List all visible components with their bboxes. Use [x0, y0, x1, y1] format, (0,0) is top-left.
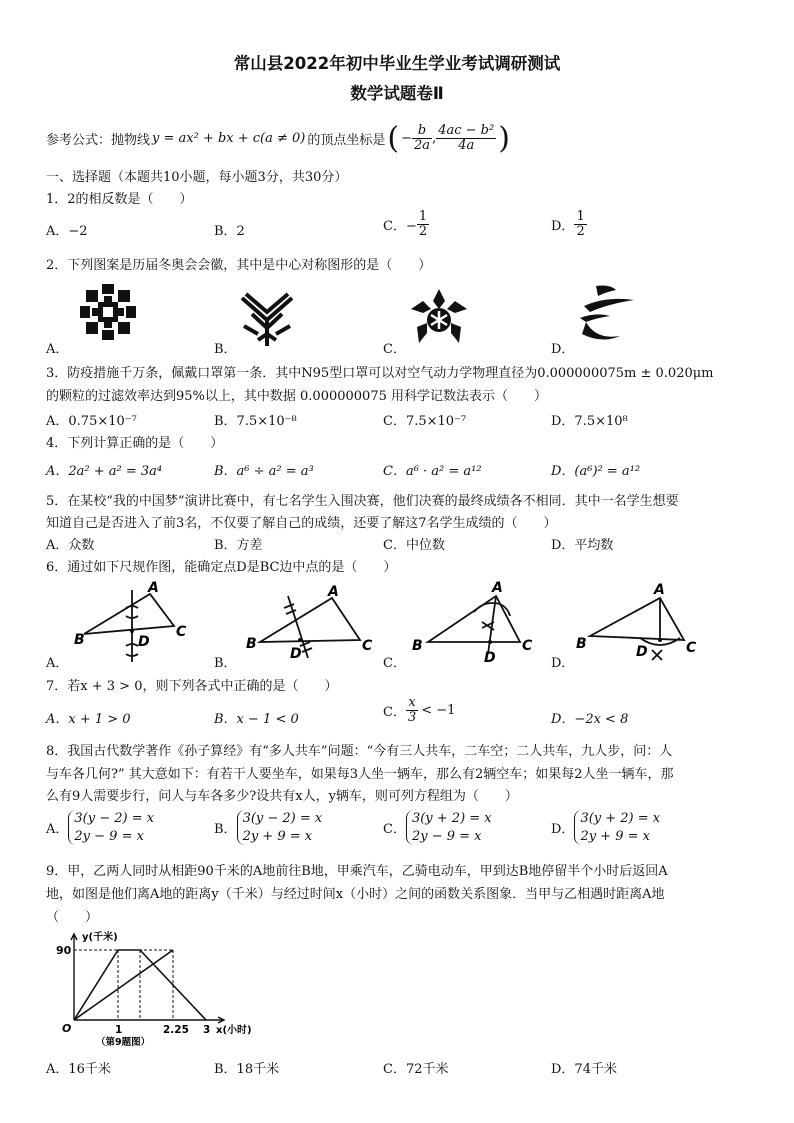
q8-b-eq1: 3(y − 2) = x [242, 811, 323, 826]
q8-line3: 么有9人需要步行，问人与车各多少?设共有x人，y辆车，则可列方程组为（ ） [46, 789, 518, 804]
formula-neg: − [401, 130, 413, 146]
formula-den1: 2a [414, 137, 431, 153]
q8-d-label: D． [551, 822, 575, 838]
q8-option-c [383, 810, 492, 845]
formula-den2: 4a [458, 137, 475, 153]
q8-a-eq2: 2y − 9 = x [74, 828, 144, 844]
q6a-label-c: C [176, 624, 187, 640]
q2-option-c: C． [383, 342, 406, 357]
q9-option-b: B．18千米 [214, 1062, 280, 1077]
x-tick-label-2: 2.25 [163, 1024, 189, 1036]
q8-b-label: B． [214, 822, 237, 838]
x-tick-label-1: 1 [115, 1024, 123, 1036]
chart-title: （第9题图） [96, 1037, 151, 1048]
q6d-label-d: D [636, 644, 648, 660]
q6-figure-d [574, 578, 714, 664]
q9-option-d: D．74千米 [551, 1062, 617, 1077]
q4-option-a: A．2a² + a² = 3a⁴ [46, 464, 163, 479]
q1-c-num: 1 [418, 209, 428, 224]
q1-option-b: B．2 [214, 224, 245, 239]
q6-option-c: C． [383, 656, 406, 671]
q6d-label-a: A [654, 582, 665, 598]
q8-line2: 与车各几何?” 其大意如下：有若干人要坐车，如果每3人坐一辆车，那么有2辆空车；如果每2人坐一辆车，那 [46, 767, 674, 782]
q7-c-prefix: C． [383, 704, 406, 720]
q2-option-b: B． [214, 342, 237, 357]
reference-formula: 参考公式：抛物线 y = ax² + bx + c(a ≠ 0) 的顶点坐标是 ( − $\frac{b}{2a}$ , $\frac{\text{4ac − b²}}{4a}$ ) [46, 120, 510, 156]
q1-option-d [551, 210, 587, 238]
q8-line1: 8．我国古代数学著作《孙子算经》有“多人共车”问题：“今有三人共车，二车空；二人共车，九人步，问：人 [46, 744, 673, 759]
q7-option-c [383, 696, 455, 724]
q2-stem: 2．下列图案是历届冬奥会会徽，其中是中心对称图形的是（ ） [46, 258, 432, 273]
q6c-label-a: A [492, 580, 503, 596]
q8-option-a [46, 810, 154, 845]
q8-a-label: A． [46, 822, 69, 838]
q9-line2: 地，如图是他们离A地的距离y（千米）与经过时间x（小时）之间的函数关系图象．当甲与乙相遇时距离A地 [46, 887, 665, 902]
q1-d-den: 2 [576, 223, 585, 239]
q8-option-d [551, 810, 660, 845]
q1-stem: 1．2的相反数是（ ） [46, 192, 193, 207]
q4-option-d: D．(a⁶)² = a¹² [551, 464, 641, 479]
q6b-label-c: C [362, 638, 373, 654]
q9-line1: 9．甲，乙两人同时从相距90千米的A地前往B地，甲乘汽车，乙骑电动车，甲到达B地停留半个小时后返回A [46, 864, 668, 879]
q7-c-den: 3 [407, 709, 417, 725]
q9-chart [52, 928, 262, 1050]
q5-line1: 5．在某校“我的中国梦”演讲比赛中，有七名学生入围决赛，他们决赛的最终成绩各不相同．其中一名学生想要 [46, 494, 679, 509]
section-heading: 一、选择题（本题共10小题，每小题3分，共30分） [46, 170, 348, 185]
series-line-2 [74, 950, 173, 1020]
formula-mid: 的顶点坐标是 [307, 132, 386, 148]
q4-option-c: C．a⁶ · a² = a¹² [383, 464, 482, 479]
formula-prefix: 参考公式：抛物线 [46, 132, 151, 148]
q6a-label-b: B [74, 632, 85, 648]
q2-option-a: A． [46, 342, 69, 357]
q5-option-d: D．平均数 [551, 538, 614, 553]
y-tick-label-1: 90 [56, 944, 72, 957]
q6b-label-b: B [246, 636, 257, 652]
q5-line2: 知道自己是否进入了前3名，不仅要了解自己的成绩，还要了解这7名学生成绩的（ ） [46, 516, 557, 531]
q8-a-eq1: 3(y − 2) = x [74, 811, 155, 826]
q6a-label-d: D [138, 634, 150, 650]
q8-d-eq1: 3(y + 2) = x [580, 811, 661, 826]
q3-option-a: A．0.75×10⁻⁷ [46, 414, 137, 429]
q3-option-c: C．7.5×10⁻⁷ [383, 414, 467, 429]
q6c-label-d: D [484, 650, 496, 664]
q1-option-c [383, 210, 429, 238]
emblem-d-icon [576, 282, 636, 346]
q1-c-den: 2 [418, 223, 428, 239]
exam-title: 常山县2022年初中毕业生学业考试调研测试 [233, 54, 561, 73]
chart-xlabel: x(小时) [216, 1025, 252, 1036]
formula-comma: , [432, 130, 437, 146]
q1-c-prefix: C．− [383, 218, 417, 234]
formula-num1: b [412, 124, 432, 139]
q5-option-b: B．方差 [214, 538, 263, 553]
chart-ylabel: y(千米) [82, 932, 118, 943]
q7-stem: 7．若x + 3 > 0，则下列各式中正确的是（ ） [46, 679, 338, 694]
q8-c-eq1: 3(y + 2) = x [411, 811, 492, 826]
q3-line2: 的颗粒的过滤效率达到95%以上，其中数据 0.000000075 用科学记数法表示（ ） [46, 389, 548, 404]
q1-d-num: 1 [576, 209, 585, 224]
q6-figure-a [70, 578, 200, 664]
q3-option-d: D．7.5×10⁸ [551, 414, 628, 429]
q6b-label-a: A [328, 584, 339, 600]
q8-option-b [214, 810, 322, 845]
chart-origin: O [62, 1022, 72, 1035]
q5-option-a: A．众数 [46, 538, 95, 553]
q6-stem: 6．通过如下尺规作图，能确定点D是BC边中点的是（ ） [46, 560, 397, 575]
q6c-label-b: B [412, 638, 423, 654]
q6a-label-a: A [148, 580, 159, 596]
q6-figure-b [240, 582, 380, 662]
emblem-a-icon [78, 282, 138, 342]
q7-option-a: A．x + 1 > 0 [46, 712, 131, 727]
q7-c-num: x [406, 696, 418, 711]
q7-c-post: < −1 [421, 702, 456, 718]
q3-line1: 3．防疫措施千万条，佩戴口罩第一条．其中N95型口罩可以对空气动力学物理直径为0.000000075m ± 0.020μm [46, 366, 714, 381]
q4-stem: 4．下列计算正确的是（ ） [46, 436, 224, 451]
q6d-label-b: B [576, 636, 587, 652]
emblem-c-icon [407, 287, 471, 349]
q6-option-d: D． [551, 656, 575, 671]
q1-option-a: A．−2 [46, 224, 88, 239]
q6b-label-d: D [290, 646, 302, 662]
q7-option-b: B．x − 1 < 0 [214, 712, 299, 727]
x-tick-label-3: 3 [203, 1024, 211, 1036]
q7-option-d: D．−2x < 8 [551, 712, 629, 727]
q8-c-label: C． [383, 822, 406, 838]
q8-d-eq2: 2y + 9 = x [580, 828, 650, 844]
q8-c-eq2: 2y − 9 = x [411, 828, 482, 844]
q6d-label-c: C [686, 640, 697, 656]
q1-d-prefix: D． [551, 218, 575, 234]
q6c-label-c: C [522, 638, 533, 654]
q4-option-b: B．a⁶ ÷ a² = a³ [214, 464, 314, 479]
q6-option-b: B． [214, 656, 237, 671]
q6-figure-c [408, 578, 548, 664]
q6-option-a: A． [46, 656, 69, 671]
q9-option-a: A．16千米 [46, 1062, 111, 1077]
q3-option-b: B．7.5×10⁻⁸ [214, 414, 297, 429]
q9-line3: （ ） [46, 910, 99, 925]
emblem-b-icon [238, 290, 296, 348]
q2-option-d: D． [551, 342, 575, 357]
q5-option-c: C．中位数 [383, 538, 445, 553]
formula-num2: 4ac − b² [438, 122, 495, 138]
paper-title: 数学试题卷Ⅱ [350, 84, 444, 103]
q8-b-eq2: 2y + 9 = x [242, 828, 313, 844]
formula-expr: y = ax² + bx + c(a ≠ 0) [152, 130, 306, 146]
q9-option-c: C．72千米 [383, 1062, 449, 1077]
